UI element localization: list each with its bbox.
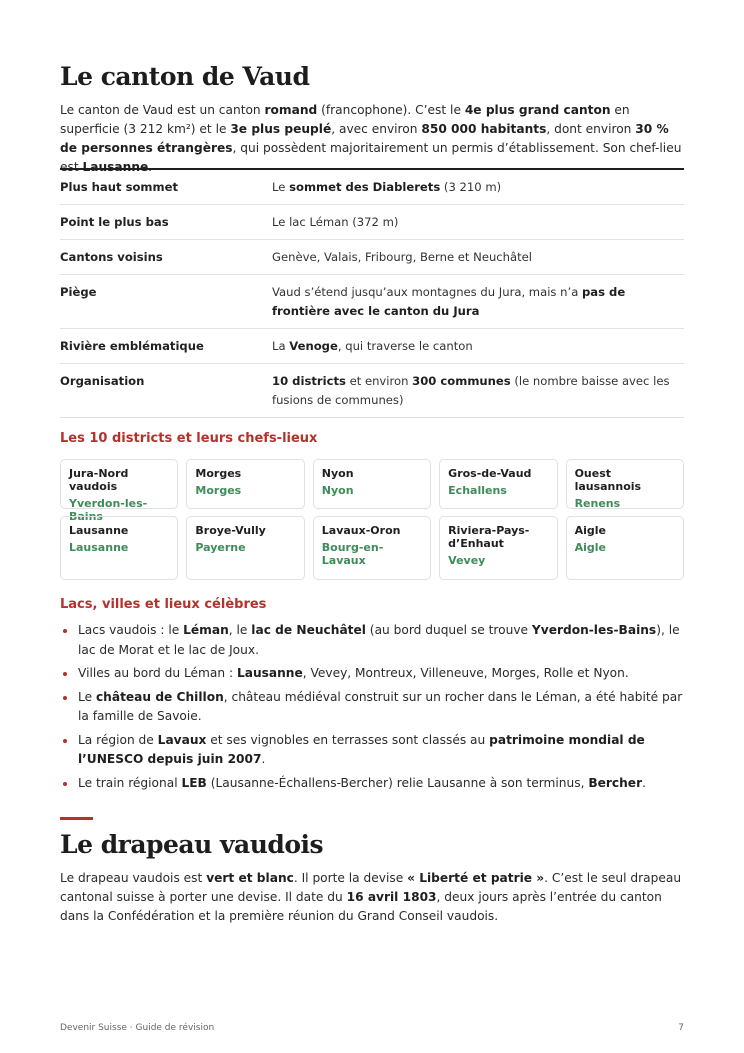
- fact-label: Cantons voisins: [60, 250, 163, 264]
- fact-value: La Venoge, qui traverse le canton: [272, 339, 473, 353]
- district-name: Aigle: [574, 524, 606, 537]
- bullet-icon: [63, 672, 67, 676]
- fact-row-trap: [60, 275, 684, 329]
- fact-label: Point le plus bas: [60, 215, 169, 229]
- district-card: [186, 516, 304, 580]
- district-capital: Bourg-en-Lavaux: [321, 541, 384, 567]
- districts-grid: [60, 459, 684, 580]
- district-card: [566, 516, 684, 580]
- district-name: Jura-Nord vaudois: [69, 467, 129, 493]
- district-name: Broye-Vully: [195, 524, 266, 537]
- fact-value: Le sommet des Diablerets (3 210 m): [272, 180, 502, 194]
- fact-label: Organisation: [60, 374, 145, 388]
- district-capital: Renens: [574, 497, 621, 510]
- fact-row-river: [60, 329, 684, 364]
- fact-label: Plus haut sommet: [60, 180, 179, 194]
- section-title-flag: Le drapeau vaudois: [60, 830, 324, 859]
- list-item: Le château de Chillon, château médiéval construit sur un rocher dans le Léman, a été habité par la famille de Savoie.: [60, 688, 684, 727]
- facts-table: [60, 168, 684, 418]
- fact-label: Piège: [60, 285, 97, 299]
- fact-row-lowest: [60, 205, 684, 240]
- district-name: Riviera-Pays-d’Enhaut: [448, 524, 530, 550]
- intro-paragraph: Le canton de Vaud est un canton romand (francophone). C’est le 4e plus grand canton en superficie (3 212 km²) et le 3e plus peuplé, avec environ 850 000 habitants, dont environ 30 % de personnes étrangères, qui possèdent majoritairement un permis d’établissement. Son chef-lieu est Lausanne.: [60, 103, 682, 174]
- list-item: Villes au bord du Léman : Lausanne, Vevey, Montreux, Villeneuve, Morges, Rolle et Nyon.: [60, 664, 684, 684]
- district-card: [60, 459, 178, 523]
- section-divider: [60, 817, 93, 820]
- flag-paragraph: Le drapeau vaudois est vert et blanc. Il porte la devise « Liberté et patrie ». C’est le seul drapeau cantonal suisse à porter une devise. Il date du 16 avril 1803, deux jours après l’entrée du canton dans la Confédération et la première réunion du Grand Conseil vaudois.: [60, 871, 682, 923]
- district-card: [439, 459, 557, 509]
- district-capital: Yverdon-les-Bains: [69, 497, 148, 523]
- fact-label: Rivière emblématique: [60, 339, 204, 353]
- district-capital: Lausanne: [69, 541, 129, 554]
- fact-value: Vaud s’étend jusqu’aux montagnes du Jura, mais n’a pas de frontière avec le canton du Jura: [272, 285, 626, 318]
- district-card: [186, 459, 304, 509]
- fact-value: Genève, Valais, Fribourg, Berne et Neuchâtel: [272, 250, 533, 264]
- places-heading: Lacs, villes et lieux célèbres: [60, 597, 267, 612]
- district-card: [60, 516, 178, 580]
- district-name: Gros-de-Vaud: [448, 467, 532, 480]
- page-number: 7: [678, 1023, 684, 1033]
- district-name: Lavaux-Oron: [321, 524, 401, 537]
- bullet-icon: [63, 629, 67, 633]
- page-footer: [60, 1023, 684, 1033]
- district-name: Morges: [195, 467, 242, 480]
- district-name: Lausanne: [69, 524, 129, 537]
- district-card: [566, 459, 684, 509]
- list-item: Le train régional LEB (Lausanne-Échallens-Bercher) relie Lausanne à son terminus, Bercher.: [60, 774, 684, 794]
- list-item: La région de Lavaux et ses vignobles en terrasses sont classés au patrimoine mondial de l’UNESCO depuis juin 2007.: [60, 731, 684, 770]
- fact-row-summit: [60, 170, 684, 205]
- fact-value: Le lac Léman (372 m): [272, 215, 399, 229]
- fact-row-neighbors: [60, 240, 684, 275]
- district-card: [313, 516, 431, 580]
- fact-value: 10 districts et environ 300 communes (le nombre baisse avec les fusions de communes): [272, 374, 670, 407]
- bullet-icon: [63, 739, 67, 743]
- district-capital: Aigle: [574, 541, 606, 554]
- fact-row-organisation: [60, 364, 684, 418]
- district-capital: Nyon: [321, 484, 354, 497]
- bullet-icon: [63, 696, 67, 700]
- district-capital: Payerne: [195, 541, 246, 554]
- district-name: Nyon: [321, 467, 354, 480]
- footer-title: Devenir Suisse · Guide de révision: [60, 1023, 215, 1033]
- district-capital: Vevey: [448, 554, 486, 567]
- district-card: [439, 516, 557, 580]
- section-title-canton: Le canton de Vaud: [60, 62, 310, 91]
- districts-heading: Les 10 districts et leurs chefs-lieux: [60, 431, 318, 446]
- district-capital: Echallens: [448, 484, 507, 497]
- places-list: [60, 621, 684, 797]
- list-item: Lacs vaudois : le Léman, le lac de Neuchâtel (au bord duquel se trouve Yverdon-les-Bains), le lac de Morat et le lac de Joux.: [60, 621, 684, 660]
- bullet-icon: [63, 782, 67, 786]
- district-name: Ouest lausannois: [574, 467, 642, 493]
- district-card: [313, 459, 431, 509]
- district-capital: Morges: [195, 484, 242, 497]
